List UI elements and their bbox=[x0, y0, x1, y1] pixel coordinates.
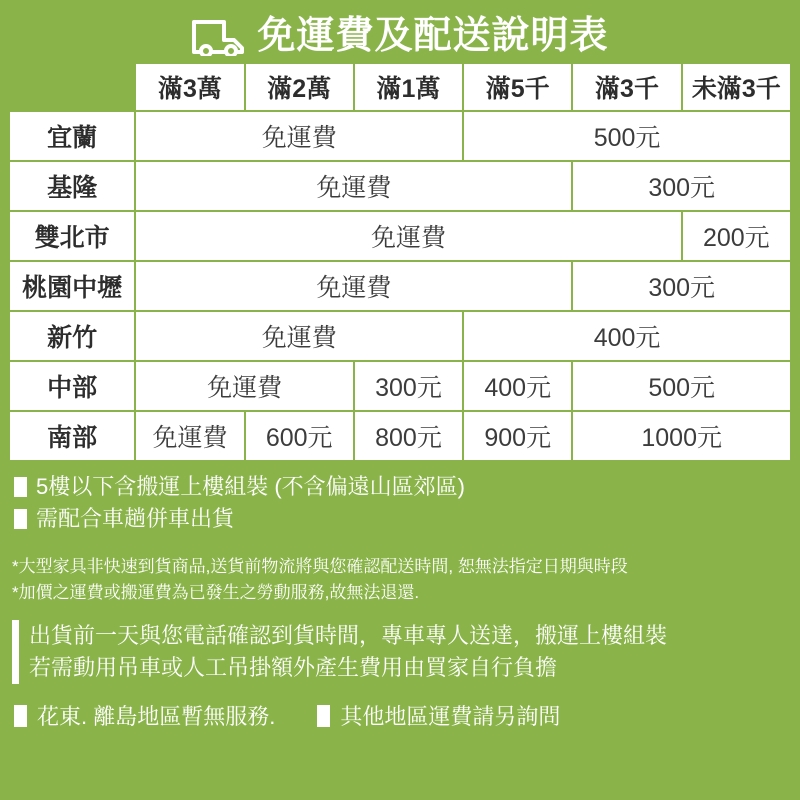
fineprint-line: *大型家具非快速到貨商品,送貨前物流將與您確認配送時間, 恕無法指定日期與時段 bbox=[12, 556, 628, 576]
fee-cell: 300元 bbox=[572, 261, 791, 311]
row-region-label: 宜蘭 bbox=[9, 111, 135, 161]
fee-cell: 免運費 bbox=[135, 161, 572, 211]
table-row bbox=[9, 161, 791, 211]
highlight-block bbox=[12, 620, 800, 684]
fee-cell: 800元 bbox=[354, 411, 463, 461]
column-header: 滿2萬 bbox=[245, 63, 354, 111]
footer-right-text: 其他地區運費請另詢問 bbox=[340, 704, 561, 730]
vertical-bar-icon bbox=[12, 620, 19, 684]
fee-cell: 免運費 bbox=[135, 411, 244, 461]
row-region-label: 新竹 bbox=[9, 311, 135, 361]
table-row bbox=[9, 111, 791, 161]
fee-cell: 900元 bbox=[463, 411, 572, 461]
fee-table-wrap bbox=[8, 62, 792, 462]
highlight-line: 出貨前一天與您電話確認到貨時間，專車專人送達，搬運上樓組裝 bbox=[29, 623, 668, 649]
page-title-bar bbox=[0, 0, 800, 62]
note-text: 需配合車趟併車出貨 bbox=[36, 506, 235, 532]
fee-cell: 200元 bbox=[682, 211, 791, 261]
fee-cell: 400元 bbox=[463, 311, 791, 361]
fee-cell: 免運費 bbox=[135, 311, 463, 361]
square-bullet-icon bbox=[317, 705, 330, 727]
truck-icon bbox=[191, 16, 247, 56]
fee-cell: 500元 bbox=[463, 111, 791, 161]
column-header: 滿5千 bbox=[463, 63, 572, 111]
column-header: 滿1萬 bbox=[354, 63, 463, 111]
square-bullet-icon bbox=[14, 509, 27, 529]
fee-cell: 1000元 bbox=[572, 411, 791, 461]
highlight-line: 若需動用吊車或人工吊掛額外產生費用由買家自行負擔 bbox=[29, 655, 558, 681]
table-row bbox=[9, 411, 791, 461]
fee-cell: 免運費 bbox=[135, 211, 681, 261]
footer-block bbox=[14, 700, 800, 731]
row-region-label: 基隆 bbox=[9, 161, 135, 211]
fee-cell: 500元 bbox=[572, 361, 791, 411]
fee-table bbox=[8, 62, 792, 462]
fineprint-block bbox=[12, 554, 800, 607]
page-title: 免運費及配送說明表 bbox=[257, 15, 609, 57]
fineprint-line: *加價之運費或搬運費為已發生之勞動服務,故無法退還. bbox=[12, 582, 420, 602]
footer-left-text: 花東. 離島地區暫無服務. bbox=[37, 704, 276, 730]
row-region-label: 桃園中壢 bbox=[9, 261, 135, 311]
fee-table-body bbox=[9, 111, 791, 461]
table-row bbox=[9, 261, 791, 311]
row-region-label: 雙北市 bbox=[9, 211, 135, 261]
table-row bbox=[9, 311, 791, 361]
fee-cell: 600元 bbox=[245, 411, 354, 461]
highlight-text bbox=[29, 620, 667, 684]
table-row bbox=[9, 211, 791, 261]
column-header: 滿3萬 bbox=[135, 63, 244, 111]
fee-cell: 免運費 bbox=[135, 111, 463, 161]
notes-list bbox=[14, 474, 800, 532]
list-item bbox=[14, 474, 800, 499]
fee-cell: 免運費 bbox=[135, 261, 572, 311]
fee-cell: 400元 bbox=[463, 361, 572, 411]
row-region-label: 中部 bbox=[9, 361, 135, 411]
fee-cell: 免運費 bbox=[135, 361, 354, 411]
table-header-row bbox=[9, 63, 791, 111]
note-text: 5樓以下含搬運上樓組裝 (不含偏遠山區郊區) bbox=[36, 474, 466, 499]
fee-cell: 300元 bbox=[572, 161, 791, 211]
row-region-label: 南部 bbox=[9, 411, 135, 461]
fee-cell: 300元 bbox=[354, 361, 463, 411]
column-header: 未滿3千 bbox=[682, 63, 791, 111]
list-item bbox=[14, 506, 800, 531]
table-corner-cell bbox=[9, 63, 135, 111]
column-header: 滿3千 bbox=[572, 63, 681, 111]
square-bullet-icon bbox=[14, 477, 27, 497]
table-row bbox=[9, 361, 791, 411]
square-bullet-icon bbox=[14, 705, 27, 727]
